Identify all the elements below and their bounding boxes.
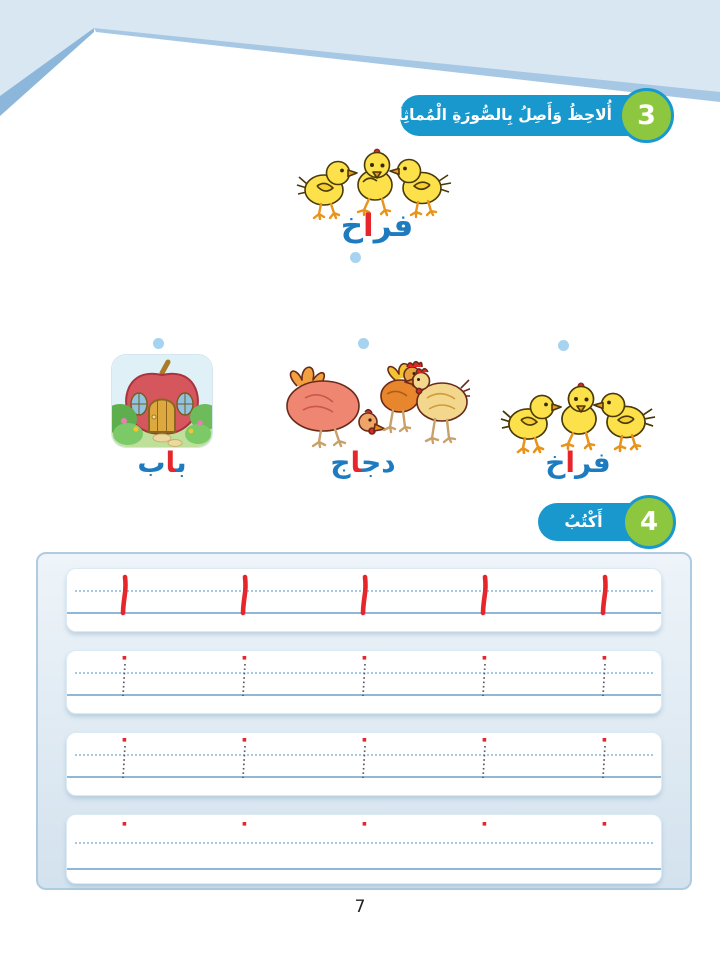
word-alif-highlight: ا: [363, 208, 374, 244]
word-farakh-option: [497, 446, 659, 479]
alif-solid-model: [117, 572, 131, 618]
word-part: ب: [137, 446, 166, 479]
alif-trace-dotted: [357, 654, 371, 700]
word-part: خ: [545, 446, 566, 479]
alif-trace-dotted: [597, 654, 611, 700]
chickens-illustration: [275, 352, 470, 452]
activity3-number-badge: 3: [619, 88, 674, 143]
page-number: 7: [354, 897, 366, 917]
word-dajaj: [288, 446, 438, 479]
alif-solid-model: [597, 572, 611, 618]
activity4-number-badge: 4: [622, 495, 676, 549]
alif-start-dot: [597, 818, 611, 864]
alif-trace-dotted: [357, 736, 371, 782]
apple-house-illustration: [112, 355, 212, 447]
word-part: ب‍: [176, 446, 187, 479]
baseline: [67, 868, 661, 870]
word-bab: [112, 446, 212, 479]
practice-row-dotted[interactable]: [66, 650, 662, 714]
connection-dot-chicks[interactable]: [558, 340, 569, 351]
alif-trace-dotted: [237, 654, 251, 700]
writing-practice-panel: [36, 552, 692, 890]
activity4-title: أَكْتُبُ: [564, 512, 603, 531]
alif-start-dot: [357, 818, 371, 864]
word-part: فر: [373, 208, 414, 244]
alif-trace-dotted: [477, 736, 491, 782]
alif-start-dot: [477, 818, 491, 864]
connection-dot-target[interactable]: [350, 252, 361, 263]
alif-trace-dotted: [597, 736, 611, 782]
alif-solid-model: [237, 572, 251, 618]
alif-solid-model: [357, 572, 371, 618]
alif-trace-dotted: [237, 736, 251, 782]
word-part: دج‍: [361, 446, 396, 479]
practice-row-solid[interactable]: [66, 568, 662, 632]
practice-row-dots[interactable]: [66, 814, 662, 884]
alif-start-dot: [117, 818, 131, 864]
word-alif-highlight: ‍ا: [165, 446, 177, 479]
alif-start-dot: [237, 818, 251, 864]
alif-solid-model: [477, 572, 491, 618]
word-part: ج: [330, 446, 351, 479]
activity3-title: أُلاحِظُ وَأَصِلُ بِالصُّورَةِ الْمُماثِلَةِ: [387, 106, 612, 124]
word-part: خ: [340, 208, 364, 244]
connection-dot-chickens[interactable]: [358, 338, 369, 349]
word-alif-highlight: ا: [565, 446, 576, 479]
alif-trace-dotted: [477, 654, 491, 700]
word-part: فر: [575, 446, 611, 479]
alif-trace-dotted: [117, 654, 131, 700]
practice-row-dotted[interactable]: [66, 732, 662, 796]
word-farakh-target: [297, 208, 457, 244]
word-alif-highlight: ‍ا: [350, 446, 362, 479]
alif-trace-dotted: [117, 736, 131, 782]
connection-dot-apple-house[interactable]: [153, 338, 164, 349]
three-chicks-illustration-option: [497, 370, 659, 454]
